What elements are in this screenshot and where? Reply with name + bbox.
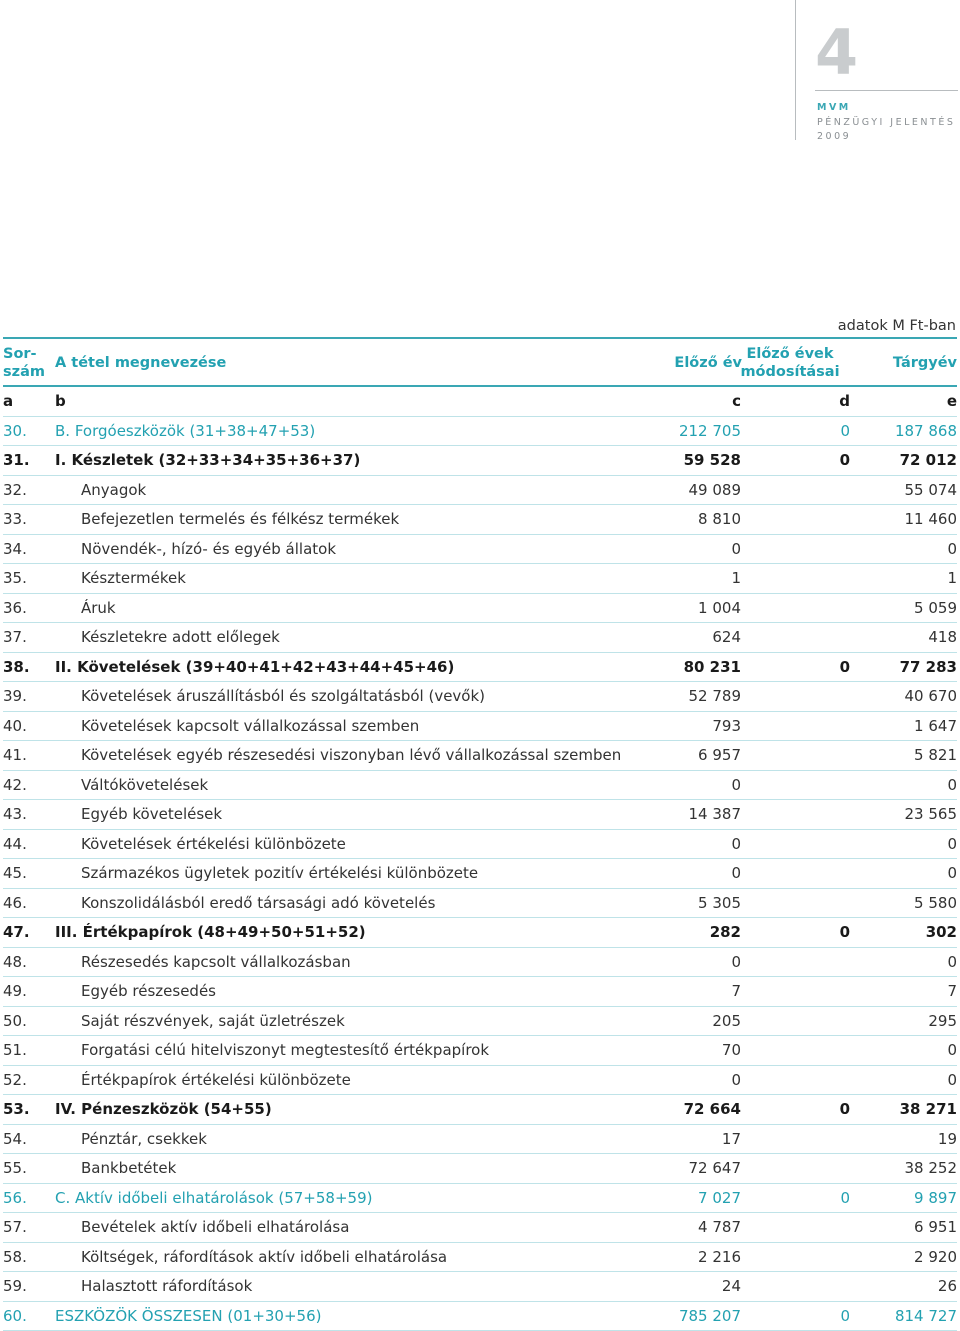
row-previous-year: 17 bbox=[721, 1129, 741, 1148]
header-row-number: Sor- szám bbox=[3, 346, 45, 380]
row-item-name: Saját részvények, saját üzletrészek bbox=[81, 1011, 345, 1030]
table-row bbox=[3, 623, 957, 653]
row-item-name: Költségek, ráfordítások aktív időbeli elhatárolása bbox=[81, 1247, 448, 1266]
row-item-name: Késztermékek bbox=[81, 569, 186, 587]
table-row bbox=[3, 1154, 957, 1184]
row-item-name: Anyagok bbox=[81, 480, 147, 499]
table-row bbox=[3, 594, 957, 624]
row-modification: 0 bbox=[839, 1100, 850, 1118]
row-previous-year: 24 bbox=[721, 1277, 741, 1295]
row-item-name: Pénztár, csekkek bbox=[81, 1129, 207, 1148]
row-current-year: 55 074 bbox=[904, 480, 957, 499]
row-previous-year: 8 810 bbox=[698, 510, 741, 528]
row-previous-year: 70 bbox=[721, 1041, 741, 1059]
row-number: 43. bbox=[3, 805, 27, 823]
row-number: 42. bbox=[3, 775, 27, 794]
header-rule bbox=[815, 90, 958, 91]
row-previous-year: 205 bbox=[712, 1011, 741, 1030]
row-item-name: B. Forgóeszközök (31+38+47+53) bbox=[55, 421, 316, 440]
row-current-year: 295 bbox=[928, 1011, 957, 1030]
row-current-year: 302 bbox=[925, 923, 957, 941]
row-previous-year: 52 789 bbox=[688, 687, 741, 705]
table-row bbox=[3, 859, 957, 889]
row-current-year: 0 bbox=[947, 834, 957, 853]
table-row bbox=[3, 771, 957, 801]
row-number: 60. bbox=[3, 1306, 27, 1325]
row-number: 51. bbox=[3, 1041, 27, 1059]
row-number: 36. bbox=[3, 598, 27, 617]
table-row bbox=[3, 1036, 957, 1066]
row-previous-year: 4 787 bbox=[698, 1218, 741, 1236]
row-current-year: 77 283 bbox=[899, 657, 957, 676]
row-number: 49. bbox=[3, 982, 27, 1000]
row-current-year: 5 059 bbox=[914, 598, 957, 617]
row-item-name: Részesedés kapcsolt vállalkozásban bbox=[81, 952, 351, 971]
row-previous-year: 1 004 bbox=[698, 598, 741, 617]
table-row bbox=[3, 535, 957, 565]
row-item-name: ESZKÖZÖK ÖSSZESEN (01+30+56) bbox=[55, 1306, 322, 1325]
row-item-name: Készletekre adott előlegek bbox=[81, 628, 280, 646]
row-previous-year: 49 089 bbox=[688, 480, 741, 499]
table-row bbox=[3, 1302, 957, 1331]
row-current-year: 418 bbox=[928, 628, 957, 646]
table-row bbox=[3, 1125, 957, 1155]
table-row bbox=[3, 1184, 957, 1214]
column-letters-row bbox=[3, 387, 957, 417]
unit-note: adatok M Ft-ban bbox=[837, 318, 956, 334]
row-item-name: Bankbetétek bbox=[81, 1159, 177, 1177]
letter-d: d bbox=[839, 392, 850, 410]
row-current-year: 19 bbox=[937, 1129, 957, 1148]
row-current-year: 814 727 bbox=[894, 1306, 957, 1325]
table-row bbox=[3, 918, 957, 948]
row-previous-year: 0 bbox=[731, 775, 741, 794]
row-current-year: 7 bbox=[947, 982, 957, 1000]
header-modifications: Előző évek módosításai bbox=[740, 346, 840, 380]
row-current-year: 1 647 bbox=[914, 716, 957, 735]
letter-a: a bbox=[3, 392, 14, 410]
row-number: 57. bbox=[3, 1218, 27, 1236]
table-row bbox=[3, 948, 957, 978]
row-previous-year: 59 528 bbox=[683, 451, 741, 469]
row-number: 41. bbox=[3, 746, 27, 764]
table-row bbox=[3, 800, 957, 830]
row-number: 31. bbox=[3, 451, 30, 469]
row-current-year: 5 580 bbox=[914, 893, 957, 912]
table-row bbox=[3, 741, 957, 771]
row-current-year: 11 460 bbox=[904, 510, 957, 528]
row-item-name: Forgatási célú hitelviszonyt megtestesítő értékpapírok bbox=[81, 1041, 490, 1059]
table-row bbox=[3, 682, 957, 712]
table-header bbox=[3, 337, 957, 387]
row-number: 59. bbox=[3, 1277, 27, 1295]
table-row bbox=[3, 1272, 957, 1302]
row-previous-year: 793 bbox=[712, 716, 741, 735]
letter-c: c bbox=[732, 392, 741, 410]
row-previous-year: 282 bbox=[709, 923, 741, 941]
row-current-year: 0 bbox=[947, 1070, 957, 1089]
row-number: 54. bbox=[3, 1129, 27, 1148]
header-divider bbox=[795, 0, 796, 140]
table-row bbox=[3, 889, 957, 919]
table-row bbox=[3, 653, 957, 683]
row-current-year: 72 012 bbox=[899, 451, 957, 469]
row-current-year: 23 565 bbox=[904, 805, 957, 823]
row-previous-year: 0 bbox=[731, 539, 741, 558]
row-item-name: IV. Pénzeszközök (54+55) bbox=[55, 1100, 272, 1118]
row-item-name: Váltókövetelések bbox=[81, 775, 209, 794]
row-number: 40. bbox=[3, 716, 27, 735]
header-previous-year: Előző év bbox=[674, 355, 742, 371]
row-previous-year: 72 664 bbox=[683, 1100, 741, 1118]
row-item-name: C. Aktív időbeli elhatárolások (57+58+59) bbox=[55, 1188, 373, 1207]
row-previous-year: 72 647 bbox=[688, 1159, 741, 1177]
row-current-year: 5 821 bbox=[914, 746, 957, 764]
table-row bbox=[3, 476, 957, 506]
row-current-year: 38 252 bbox=[904, 1159, 957, 1177]
table-body bbox=[3, 417, 957, 1331]
row-previous-year: 7 027 bbox=[698, 1188, 741, 1207]
row-current-year: 38 271 bbox=[899, 1100, 957, 1118]
table-row bbox=[3, 1066, 957, 1096]
row-modification: 0 bbox=[840, 1188, 850, 1207]
year-label: 2009 bbox=[817, 131, 852, 142]
row-modification: 0 bbox=[840, 1306, 850, 1325]
table-row bbox=[3, 712, 957, 742]
row-number: 39. bbox=[3, 687, 27, 705]
row-previous-year: 5 305 bbox=[698, 893, 741, 912]
row-modification: 0 bbox=[839, 923, 850, 941]
balance-table bbox=[3, 337, 957, 1331]
row-current-year: 0 bbox=[947, 539, 957, 558]
row-current-year: 40 670 bbox=[904, 687, 957, 705]
row-previous-year: 0 bbox=[731, 834, 741, 853]
row-number: 52. bbox=[3, 1070, 27, 1089]
header-item-name: A tétel megnevezése bbox=[55, 355, 227, 371]
report-label: PÉNZÜGYI JELENTÉS bbox=[817, 117, 956, 128]
row-item-name: Származékos ügyletek pozitív értékelési különbözete bbox=[81, 864, 479, 882]
row-previous-year: 7 bbox=[731, 982, 741, 1000]
row-item-name: Követelések áruszállításból és szolgáltatásból (vevők) bbox=[81, 687, 486, 705]
row-number: 55. bbox=[3, 1159, 27, 1177]
row-current-year: 9 897 bbox=[914, 1188, 957, 1207]
row-number: 37. bbox=[3, 628, 27, 646]
table-row bbox=[3, 564, 957, 594]
row-item-name: Értékpapírok értékelési különbözete bbox=[81, 1070, 351, 1089]
row-previous-year: 6 957 bbox=[698, 746, 741, 764]
row-number: 34. bbox=[3, 539, 27, 558]
row-item-name: Növendék-, hízó- és egyéb állatok bbox=[81, 539, 336, 558]
row-current-year: 6 951 bbox=[914, 1218, 957, 1236]
chapter-number: 4 bbox=[815, 16, 859, 89]
letter-e: e bbox=[946, 392, 957, 410]
row-number: 50. bbox=[3, 1011, 27, 1030]
table-row bbox=[3, 446, 957, 476]
row-previous-year: 785 207 bbox=[678, 1306, 741, 1325]
table-row bbox=[3, 830, 957, 860]
row-item-name: Követelések értékelési különbözete bbox=[81, 834, 346, 853]
row-item-name: Befejezetlen termelés és félkész termékek bbox=[81, 510, 400, 528]
table-row bbox=[3, 1213, 957, 1243]
row-number: 30. bbox=[3, 421, 27, 440]
brand-label: MVM bbox=[817, 102, 851, 113]
row-item-name: Egyéb részesedés bbox=[81, 982, 216, 1000]
row-previous-year: 624 bbox=[712, 628, 741, 646]
row-item-name: Áruk bbox=[81, 598, 116, 617]
row-item-name: Halasztott ráfordítások bbox=[81, 1277, 253, 1295]
row-number: 38. bbox=[3, 657, 30, 676]
row-item-name: Konszolidálásból eredő társasági adó követelés bbox=[81, 893, 436, 912]
table-row bbox=[3, 417, 957, 447]
row-current-year: 0 bbox=[947, 775, 957, 794]
row-previous-year: 14 387 bbox=[688, 805, 741, 823]
row-item-name: III. Értékpapírok (48+49+50+51+52) bbox=[55, 923, 366, 941]
row-number: 53. bbox=[3, 1100, 30, 1118]
row-current-year: 0 bbox=[947, 1041, 957, 1059]
row-number: 45. bbox=[3, 864, 27, 882]
row-previous-year: 0 bbox=[731, 952, 741, 971]
table-row bbox=[3, 1243, 957, 1273]
row-number: 32. bbox=[3, 480, 27, 499]
row-number: 44. bbox=[3, 834, 27, 853]
row-item-name: Egyéb követelések bbox=[81, 805, 223, 823]
row-item-name: Követelések kapcsolt vállalkozással szemben bbox=[81, 716, 420, 735]
row-previous-year: 212 705 bbox=[678, 421, 741, 440]
table-row bbox=[3, 505, 957, 535]
row-previous-year: 2 216 bbox=[698, 1247, 741, 1266]
row-previous-year: 1 bbox=[731, 569, 741, 587]
header-current-year: Tárgyév bbox=[892, 355, 957, 371]
table-row bbox=[3, 977, 957, 1007]
row-item-name: Bevételek aktív időbeli elhatárolása bbox=[81, 1218, 350, 1236]
row-item-name: I. Készletek (32+33+34+35+36+37) bbox=[55, 451, 361, 469]
row-item-name: Követelések egyéb részesedési viszonyban lévő vállalkozással szemben bbox=[81, 746, 622, 764]
row-modification: 0 bbox=[840, 421, 850, 440]
row-number: 47. bbox=[3, 923, 30, 941]
row-number: 35. bbox=[3, 569, 27, 587]
row-previous-year: 0 bbox=[731, 1070, 741, 1089]
table-row bbox=[3, 1095, 957, 1125]
row-number: 33. bbox=[3, 510, 27, 528]
row-current-year: 187 868 bbox=[894, 421, 957, 440]
row-modification: 0 bbox=[839, 451, 850, 469]
row-item-name: II. Követelések (39+40+41+42+43+44+45+46) bbox=[55, 657, 455, 676]
row-previous-year: 0 bbox=[731, 864, 741, 882]
row-current-year: 0 bbox=[947, 952, 957, 971]
row-modification: 0 bbox=[839, 657, 850, 676]
row-current-year: 1 bbox=[947, 569, 957, 587]
row-number: 58. bbox=[3, 1247, 27, 1266]
row-current-year: 2 920 bbox=[914, 1247, 957, 1266]
row-current-year: 0 bbox=[947, 864, 957, 882]
row-current-year: 26 bbox=[937, 1277, 957, 1295]
table-row bbox=[3, 1007, 957, 1037]
row-number: 46. bbox=[3, 893, 27, 912]
letter-b: b bbox=[55, 392, 66, 410]
row-previous-year: 80 231 bbox=[683, 657, 741, 676]
row-number: 56. bbox=[3, 1188, 27, 1207]
row-number: 48. bbox=[3, 952, 27, 971]
